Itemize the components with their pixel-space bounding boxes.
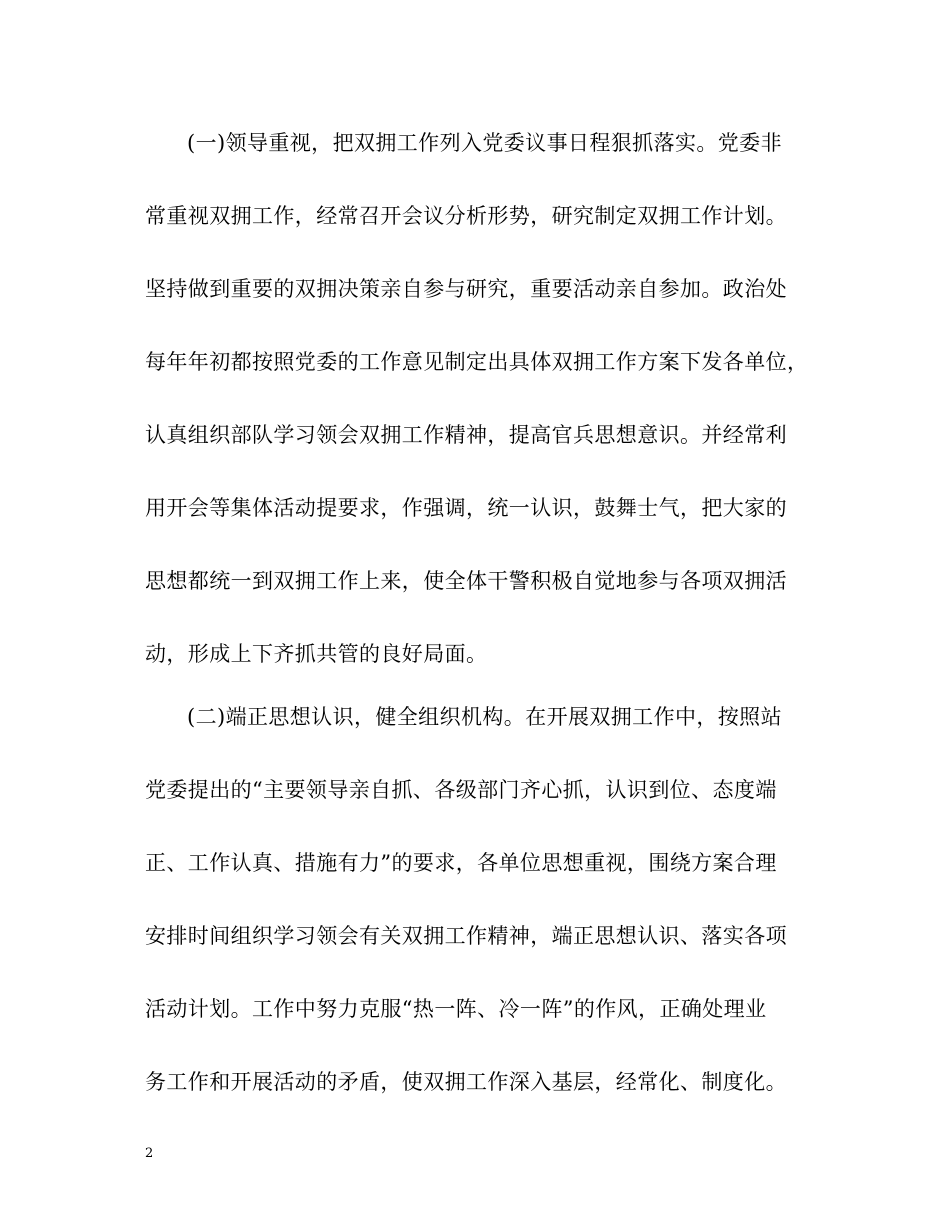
paragraph-1-line-3: 坚持做到重要的双拥决策亲自参与研究，重要活动亲自参加。政治处 (145, 277, 787, 301)
paragraph-2-line-1: (二)端正思想认识，健全组织机构。在开展双拥工作中，按照站 (187, 705, 782, 729)
paragraph-2-line-4: 安排时间组织学习领会有关双拥工作精神，端正思想认识、落实各项 (145, 924, 787, 948)
paragraph-1-line-1: (一)领导重视，把双拥工作列入党委议事日程狠抓落实。党委非 (187, 131, 782, 155)
paragraph-1-line-7: 思想都统一到双拥工作上来，使全体干警积极自觉地参与各项双拥活 (145, 569, 787, 593)
page-number: 2 (145, 1146, 154, 1161)
paragraph-2-line-5: 活动计划。工作中努力克服“热一阵、冷一阵”的作风，正确处理业 (145, 997, 767, 1021)
paragraph-2-line-2: 党委提出的“主要领导亲自抓、各级部门齐心抓，认识到位、态度端 (145, 778, 777, 802)
paragraph-2-line-3: 正、工作认真、措施有力”的要求，各单位思想重视，围绕方案合理 (145, 851, 777, 875)
paragraph-1-line-8: 动，形成上下齐抓共管的良好局面。 (145, 642, 488, 666)
paragraph-1-line-4: 每年年初都按照党委的工作意见制定出具体双拥工作方案下发各单位， (145, 350, 809, 374)
paragraph-1-line-2: 常重视双拥工作，经常召开会议分析形势，研究制定双拥工作计划。 (145, 204, 787, 228)
paragraph-1-line-5: 认真组织部队学习领会双拥工作精神，提高官兵思想意识。并经常利 (145, 423, 787, 447)
paragraph-1-line-6: 用开会等集体活动提要求，作强调，统一认识，鼓舞士气，把大家的 (145, 496, 787, 520)
paragraph-2-line-6: 务工作和开展活动的矛盾，使双拥工作深入基层，经常化、制度化。 (145, 1070, 787, 1094)
